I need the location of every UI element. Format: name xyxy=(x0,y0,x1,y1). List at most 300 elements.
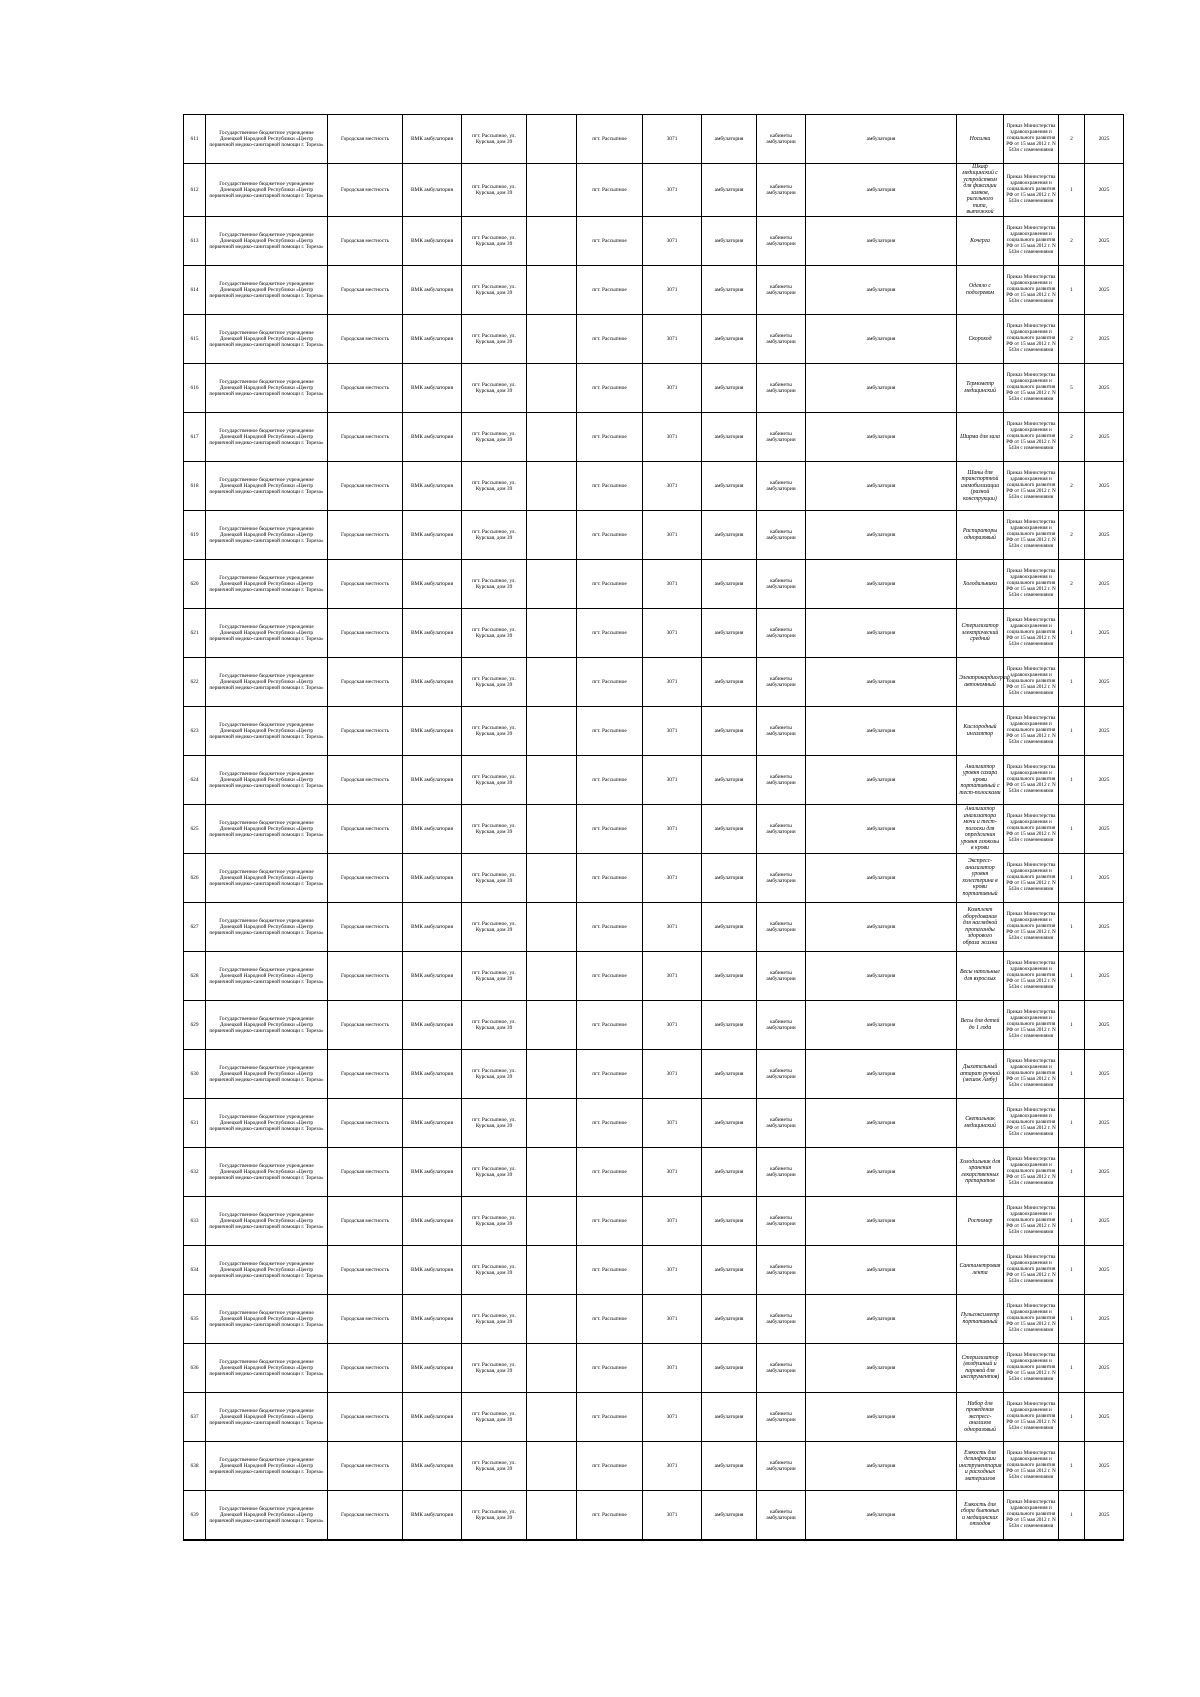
unit: амбулатория xyxy=(702,1000,757,1049)
blank-cell xyxy=(527,1147,577,1196)
institution-name: Государственное бюджетное учреждение Донецкой Народной Республики «Центр первичной медико-санитарной помощи г. Тореза» xyxy=(206,559,328,608)
year: 2025 xyxy=(1085,951,1124,1000)
table-row xyxy=(184,314,1124,363)
settlement: пгт. Рассыпное xyxy=(577,1343,643,1392)
quantity: 1 xyxy=(1059,1098,1085,1147)
facility-type: ВМК амбулатория xyxy=(403,1196,462,1245)
facility-type: ВМК амбулатория xyxy=(403,902,462,951)
blank-cell xyxy=(527,1245,577,1294)
institution-name: Государственное бюджетное учреждение Донецкой Народной Республики «Центр первичной медико-санитарной помощи г. Тореза» xyxy=(206,755,328,804)
department: амбулатория xyxy=(806,412,957,461)
year: 2025 xyxy=(1085,265,1124,314)
table-row xyxy=(184,363,1124,412)
equipment-name: Набор для проведения экспресс-анализов одноразовый xyxy=(957,1392,1004,1441)
legal-basis: Приказ Министерства здравоохранения и социального развития РФ от 15 мая 2012 г. N 543н с изменениями xyxy=(1004,265,1059,314)
equipment-name: Стерилизатор электрический средний xyxy=(957,608,1004,657)
facility-type: ВМК амбулатория xyxy=(403,755,462,804)
table-row xyxy=(184,608,1124,657)
legal-basis: Приказ Министерства здравоохранения и социального развития РФ от 15 мая 2012 г. N 543н с изменениями xyxy=(1004,1245,1059,1294)
equipment-name: Распираторы одноразовый xyxy=(957,510,1004,559)
blank-cell xyxy=(527,1196,577,1245)
equipment-name: Весы напольные для взрослых xyxy=(957,951,1004,1000)
table-row xyxy=(184,164,1124,217)
quantity: 1 xyxy=(1059,1147,1085,1196)
equipment-name: Шкаф медицинский с устройством для фиксации замков, ригельного типа, вытяжкой xyxy=(957,164,1004,217)
quantity: 1 xyxy=(1059,1343,1085,1392)
code: 3071 xyxy=(643,216,702,265)
institution-name: Государственное бюджетное учреждение Донецкой Народной Республики «Центр первичной медико-санитарной помощи г. Тореза» xyxy=(206,853,328,902)
unit: амбулатория xyxy=(702,314,757,363)
locality-type: Городская местность xyxy=(328,1392,403,1441)
institution-name: Государственное бюджетное учреждение Донецкой Народной Республики «Центр первичной медико-санитарной помощи г. Тореза» xyxy=(206,1490,328,1540)
address: пгт. Рассыпное, ул. Курская, дом 39 xyxy=(462,755,527,804)
unit: амбулатория xyxy=(702,951,757,1000)
legal-basis: Приказ Министерства здравоохранения и социального развития РФ от 15 мая 2012 г. N 543н с изменениями xyxy=(1004,804,1059,853)
legal-basis: Приказ Министерства здравоохранения и социального развития РФ от 15 мая 2012 г. N 543н с изменениями xyxy=(1004,559,1059,608)
settlement: пгт. Рассыпное xyxy=(577,314,643,363)
institution-name: Государственное бюджетное учреждение Донецкой Народной Республики «Центр первичной медико-санитарной помощи г. Тореза» xyxy=(206,1392,328,1441)
department: амбулатория xyxy=(806,1098,957,1147)
department: амбулатория xyxy=(806,461,957,510)
equipment-name: Емкость для дезинфекции инструментария и расходных материалов xyxy=(957,1441,1004,1490)
facility-type: ВМК амбулатория xyxy=(403,265,462,314)
unit: амбулатория xyxy=(702,559,757,608)
institution-name: Государственное бюджетное учреждение Донецкой Народной Республики «Центр первичной медико-санитарной помощи г. Тореза» xyxy=(206,363,328,412)
locality-type: Городская местность xyxy=(328,804,403,853)
code: 3071 xyxy=(643,951,702,1000)
code: 3071 xyxy=(643,1147,702,1196)
equipment-name: Электрокардиограф автономный xyxy=(957,657,1004,706)
table-row xyxy=(184,1294,1124,1343)
year: 2025 xyxy=(1085,853,1124,902)
quantity: 1 xyxy=(1059,853,1085,902)
code: 3071 xyxy=(643,608,702,657)
legal-basis: Приказ Министерства здравоохранения и социального развития РФ от 15 мая 2012 г. N 543н с изменениями xyxy=(1004,608,1059,657)
year: 2025 xyxy=(1085,164,1124,217)
settlement: пгт. Рассыпное xyxy=(577,951,643,1000)
address: пгт. Рассыпное, ул. Курская, дом 39 xyxy=(462,951,527,1000)
code: 3071 xyxy=(643,902,702,951)
unit: амбулатория xyxy=(702,216,757,265)
institution-name: Государственное бюджетное учреждение Донецкой Народной Республики «Центр первичной медико-санитарной помощи г. Тореза» xyxy=(206,951,328,1000)
year: 2025 xyxy=(1085,1147,1124,1196)
row-number: 636 xyxy=(184,1343,206,1392)
address: пгт. Рассыпное, ул. Курская, дом 39 xyxy=(462,314,527,363)
code: 3071 xyxy=(643,510,702,559)
institution-name: Государственное бюджетное учреждение Донецкой Народной Республики «Центр первичной медико-санитарной помощи г. Тореза» xyxy=(206,510,328,559)
unit: амбулатория xyxy=(702,608,757,657)
institution-name: Государственное бюджетное учреждение Донецкой Народной Республики «Центр первичной медико-санитарной помощи г. Тореза» xyxy=(206,115,328,164)
legal-basis: Приказ Министерства здравоохранения и социального развития РФ от 15 мая 2012 г. N 543н с изменениями xyxy=(1004,1343,1059,1392)
room: кабинеты амбулатории xyxy=(757,1294,806,1343)
legal-basis: Приказ Министерства здравоохранения и социального развития РФ от 15 мая 2012 г. N 543н с изменениями xyxy=(1004,951,1059,1000)
address: пгт. Рассыпное, ул. Курская, дом 39 xyxy=(462,1098,527,1147)
row-number: 639 xyxy=(184,1490,206,1540)
table-row xyxy=(184,1441,1124,1490)
institution-name: Государственное бюджетное учреждение Донецкой Народной Республики «Центр первичной медико-санитарной помощи г. Тореза» xyxy=(206,412,328,461)
row-number: 615 xyxy=(184,314,206,363)
blank-cell xyxy=(527,115,577,164)
unit: амбулатория xyxy=(702,164,757,217)
blank-cell xyxy=(527,1098,577,1147)
code: 3071 xyxy=(643,1196,702,1245)
institution-name: Государственное бюджетное учреждение Донецкой Народной Республики «Центр первичной медико-санитарной помощи г. Тореза» xyxy=(206,902,328,951)
facility-type: ВМК амбулатория xyxy=(403,412,462,461)
facility-type: ВМК амбулатория xyxy=(403,559,462,608)
institution-name: Государственное бюджетное учреждение Донецкой Народной Республики «Центр первичной медико-санитарной помощи г. Тореза» xyxy=(206,265,328,314)
department: амбулатория xyxy=(806,1490,957,1540)
locality-type: Городская местность xyxy=(328,608,403,657)
year: 2025 xyxy=(1085,902,1124,951)
row-number: 625 xyxy=(184,804,206,853)
department: амбулатория xyxy=(806,902,957,951)
blank-cell xyxy=(527,559,577,608)
quantity: 1 xyxy=(1059,1294,1085,1343)
table-row xyxy=(184,1000,1124,1049)
locality-type: Городская местность xyxy=(328,1196,403,1245)
blank-cell xyxy=(527,706,577,755)
locality-type: Городская местность xyxy=(328,1049,403,1098)
row-number: 617 xyxy=(184,412,206,461)
facility-type: ВМК амбулатория xyxy=(403,1000,462,1049)
table-row xyxy=(184,510,1124,559)
unit: амбулатория xyxy=(702,853,757,902)
settlement: пгт. Рассыпное xyxy=(577,265,643,314)
row-number: 631 xyxy=(184,1098,206,1147)
quantity: 1 xyxy=(1059,265,1085,314)
code: 3071 xyxy=(643,1490,702,1540)
facility-type: ВМК амбулатория xyxy=(403,461,462,510)
facility-type: ВМК амбулатория xyxy=(403,510,462,559)
quantity: 1 xyxy=(1059,164,1085,217)
equipment-name: Пульсоксиметр портативный xyxy=(957,1294,1004,1343)
equipment-name: Холодильники xyxy=(957,559,1004,608)
room: кабинеты амбулатории xyxy=(757,608,806,657)
row-number: 614 xyxy=(184,265,206,314)
locality-type: Городская местность xyxy=(328,1147,403,1196)
address: пгт. Рассыпное, ул. Курская, дом 39 xyxy=(462,657,527,706)
facility-type: ВМК амбулатория xyxy=(403,216,462,265)
settlement: пгт. Рассыпное xyxy=(577,1490,643,1540)
address: пгт. Рассыпное, ул. Курская, дом 39 xyxy=(462,1343,527,1392)
equipment-name: Экспресс-анализатор уровня холестерина в крови портативный xyxy=(957,853,1004,902)
locality-type: Городская местность xyxy=(328,314,403,363)
legal-basis: Приказ Министерства здравоохранения и социального развития РФ от 15 мая 2012 г. N 543н с изменениями xyxy=(1004,412,1059,461)
settlement: пгт. Рассыпное xyxy=(577,706,643,755)
locality-type: Городская местность xyxy=(328,510,403,559)
facility-type: ВМК амбулатория xyxy=(403,1245,462,1294)
institution-name: Государственное бюджетное учреждение Донецкой Народной Республики «Центр первичной медико-санитарной помощи г. Тореза» xyxy=(206,706,328,755)
quantity: 2 xyxy=(1059,216,1085,265)
address: пгт. Рассыпное, ул. Курская, дом 39 xyxy=(462,164,527,217)
settlement: пгт. Рассыпное xyxy=(577,559,643,608)
department: амбулатория xyxy=(806,510,957,559)
blank-cell xyxy=(527,216,577,265)
institution-name: Государственное бюджетное учреждение Донецкой Народной Республики «Центр первичной медико-санитарной помощи г. Тореза» xyxy=(206,461,328,510)
address: пгт. Рассыпное, ул. Курская, дом 39 xyxy=(462,608,527,657)
settlement: пгт. Рассыпное xyxy=(577,1245,643,1294)
unit: амбулатория xyxy=(702,755,757,804)
year: 2025 xyxy=(1085,314,1124,363)
row-number: 628 xyxy=(184,951,206,1000)
settlement: пгт. Рассыпное xyxy=(577,412,643,461)
room: кабинеты амбулатории xyxy=(757,216,806,265)
equipment-name: Скороход xyxy=(957,314,1004,363)
year: 2025 xyxy=(1085,1098,1124,1147)
settlement: пгт. Рассыпное xyxy=(577,1441,643,1490)
row-number: 613 xyxy=(184,216,206,265)
row-number: 621 xyxy=(184,608,206,657)
department: амбулатория xyxy=(806,363,957,412)
year: 2025 xyxy=(1085,1196,1124,1245)
blank-cell xyxy=(527,804,577,853)
equipment-name: Кислородный ингалятор xyxy=(957,706,1004,755)
code: 3071 xyxy=(643,1392,702,1441)
year: 2025 xyxy=(1085,1000,1124,1049)
unit: амбулатория xyxy=(702,115,757,164)
code: 3071 xyxy=(643,314,702,363)
institution-name: Государственное бюджетное учреждение Донецкой Народной Республики «Центр первичной медико-санитарной помощи г. Тореза» xyxy=(206,314,328,363)
document-sheet xyxy=(183,114,1123,1541)
facility-type: ВМК амбулатория xyxy=(403,115,462,164)
facility-type: ВМК амбулатория xyxy=(403,1147,462,1196)
code: 3071 xyxy=(643,115,702,164)
department: амбулатория xyxy=(806,559,957,608)
quantity: 2 xyxy=(1059,461,1085,510)
blank-cell xyxy=(527,1000,577,1049)
unit: амбулатория xyxy=(702,804,757,853)
quantity: 5 xyxy=(1059,363,1085,412)
unit: амбулатория xyxy=(702,1294,757,1343)
facility-type: ВМК амбулатория xyxy=(403,951,462,1000)
blank-cell xyxy=(527,1441,577,1490)
address: пгт. Рассыпное, ул. Курская, дом 39 xyxy=(462,706,527,755)
locality-type: Городская местность xyxy=(328,1441,403,1490)
settlement: пгт. Рассыпное xyxy=(577,608,643,657)
blank-cell xyxy=(527,164,577,217)
institution-name: Государственное бюджетное учреждение Донецкой Народной Республики «Центр первичной медико-санитарной помощи г. Тореза» xyxy=(206,1441,328,1490)
address: пгт. Рассыпное, ул. Курская, дом 39 xyxy=(462,804,527,853)
blank-cell xyxy=(527,461,577,510)
year: 2025 xyxy=(1085,1343,1124,1392)
year: 2025 xyxy=(1085,510,1124,559)
room: кабинеты амбулатории xyxy=(757,902,806,951)
settlement: пгт. Рассыпное xyxy=(577,1196,643,1245)
equipment-name: Сантиметровая лента xyxy=(957,1245,1004,1294)
table-row xyxy=(184,706,1124,755)
code: 3071 xyxy=(643,804,702,853)
facility-type: ВМК амбулатория xyxy=(403,1490,462,1540)
quantity: 2 xyxy=(1059,510,1085,559)
department: амбулатория xyxy=(806,951,957,1000)
unit: амбулатория xyxy=(702,1343,757,1392)
department: амбулатория xyxy=(806,164,957,217)
row-number: 633 xyxy=(184,1196,206,1245)
locality-type: Городская местность xyxy=(328,1343,403,1392)
address: пгт. Рассыпное, ул. Курская, дом 39 xyxy=(462,1000,527,1049)
institution-name: Государственное бюджетное учреждение Донецкой Народной Республики «Центр первичной медико-санитарной помощи г. Тореза» xyxy=(206,1196,328,1245)
blank-cell xyxy=(527,755,577,804)
legal-basis: Приказ Министерства здравоохранения и социального развития РФ от 15 мая 2012 г. N 543н с изменениями xyxy=(1004,314,1059,363)
address: пгт. Рассыпное, ул. Курская, дом 39 xyxy=(462,216,527,265)
room: кабинеты амбулатории xyxy=(757,706,806,755)
locality-type: Городская местность xyxy=(328,412,403,461)
room: кабинеты амбулатории xyxy=(757,1098,806,1147)
locality-type: Городская местность xyxy=(328,559,403,608)
locality-type: Городская местность xyxy=(328,1294,403,1343)
address: пгт. Рассыпное, ул. Курская, дом 39 xyxy=(462,1490,527,1540)
legal-basis: Приказ Министерства здравоохранения и социального развития РФ от 15 мая 2012 г. N 543н с изменениями xyxy=(1004,216,1059,265)
code: 3071 xyxy=(643,1000,702,1049)
room: кабинеты амбулатории xyxy=(757,1490,806,1540)
row-number: 630 xyxy=(184,1049,206,1098)
locality-type: Городская местность xyxy=(328,115,403,164)
department: амбулатория xyxy=(806,706,957,755)
facility-type: ВМК амбулатория xyxy=(403,314,462,363)
department: амбулатория xyxy=(806,608,957,657)
facility-type: ВМК амбулатория xyxy=(403,657,462,706)
table-row xyxy=(184,1343,1124,1392)
address: пгт. Рассыпное, ул. Курская, дом 39 xyxy=(462,1294,527,1343)
quantity: 2 xyxy=(1059,115,1085,164)
room: кабинеты амбулатории xyxy=(757,412,806,461)
unit: амбулатория xyxy=(702,412,757,461)
code: 3071 xyxy=(643,412,702,461)
address: пгт. Рассыпное, ул. Курская, дом 39 xyxy=(462,461,527,510)
address: пгт. Рассыпное, ул. Курская, дом 39 xyxy=(462,115,527,164)
year: 2025 xyxy=(1085,608,1124,657)
legal-basis: Приказ Министерства здравоохранения и социального развития РФ от 15 мая 2012 г. N 543н с изменениями xyxy=(1004,1049,1059,1098)
room: кабинеты амбулатории xyxy=(757,853,806,902)
legal-basis: Приказ Министерства здравоохранения и социального развития РФ от 15 мая 2012 г. N 543н с изменениями xyxy=(1004,1147,1059,1196)
settlement: пгт. Рассыпное xyxy=(577,1098,643,1147)
institution-name: Государственное бюджетное учреждение Донецкой Народной Республики «Центр первичной медико-санитарной помощи г. Тореза» xyxy=(206,216,328,265)
legal-basis: Приказ Министерства здравоохранения и социального развития РФ от 15 мая 2012 г. N 543н с изменениями xyxy=(1004,755,1059,804)
legal-basis: Приказ Министерства здравоохранения и социального развития РФ от 15 мая 2012 г. N 543н с изменениями xyxy=(1004,1000,1059,1049)
locality-type: Городская местность xyxy=(328,461,403,510)
equipment-name: Одеяло с подогревом xyxy=(957,265,1004,314)
blank-cell xyxy=(527,951,577,1000)
blank-cell xyxy=(527,1049,577,1098)
settlement: пгт. Рассыпное xyxy=(577,853,643,902)
quantity: 1 xyxy=(1059,1392,1085,1441)
table-row xyxy=(184,1392,1124,1441)
quantity: 2 xyxy=(1059,412,1085,461)
unit: амбулатория xyxy=(702,706,757,755)
row-number: 629 xyxy=(184,1000,206,1049)
unit: амбулатория xyxy=(702,1098,757,1147)
table-row xyxy=(184,1490,1124,1540)
code: 3071 xyxy=(643,706,702,755)
quantity: 1 xyxy=(1059,1441,1085,1490)
year: 2025 xyxy=(1085,1490,1124,1540)
room: кабинеты амбулатории xyxy=(757,1049,806,1098)
room: кабинеты амбулатории xyxy=(757,115,806,164)
equipment-name: Анализатор уровня сахара крови портативный с тест-полосками xyxy=(957,755,1004,804)
blank-cell xyxy=(527,902,577,951)
settlement: пгт. Рассыпное xyxy=(577,1294,643,1343)
department: амбулатория xyxy=(806,755,957,804)
code: 3071 xyxy=(643,559,702,608)
quantity: 1 xyxy=(1059,1490,1085,1540)
settlement: пгт. Рассыпное xyxy=(577,1000,643,1049)
facility-type: ВМК амбулатория xyxy=(403,1343,462,1392)
room: кабинеты амбулатории xyxy=(757,363,806,412)
room: кабинеты амбулатории xyxy=(757,1245,806,1294)
department: амбулатория xyxy=(806,1000,957,1049)
year: 2025 xyxy=(1085,1294,1124,1343)
row-number: 626 xyxy=(184,853,206,902)
code: 3071 xyxy=(643,657,702,706)
quantity: 1 xyxy=(1059,951,1085,1000)
room: кабинеты амбулатории xyxy=(757,314,806,363)
legal-basis: Приказ Министерства здравоохранения и социального развития РФ от 15 мая 2012 г. N 543н с изменениями xyxy=(1004,1196,1059,1245)
unit: амбулатория xyxy=(702,902,757,951)
row-number: 627 xyxy=(184,902,206,951)
year: 2025 xyxy=(1085,657,1124,706)
institution-name: Государственное бюджетное учреждение Донецкой Народной Республики «Центр первичной медико-санитарной помощи г. Тореза» xyxy=(206,1245,328,1294)
legal-basis: Приказ Министерства здравоохранения и социального развития РФ от 15 мая 2012 г. N 543н с изменениями xyxy=(1004,1441,1059,1490)
row-number: 637 xyxy=(184,1392,206,1441)
room: кабинеты амбулатории xyxy=(757,1147,806,1196)
department: амбулатория xyxy=(806,265,957,314)
facility-type: ВМК амбулатория xyxy=(403,1098,462,1147)
room: кабинеты амбулатории xyxy=(757,951,806,1000)
table-row xyxy=(184,902,1124,951)
equipment-name: Емкость для сбора бытовых и медицинских отходов xyxy=(957,1490,1004,1540)
address: пгт. Рассыпное, ул. Курская, дом 39 xyxy=(462,1049,527,1098)
legal-basis: Приказ Министерства здравоохранения и социального развития РФ от 15 мая 2012 г. N 543н с изменениями xyxy=(1004,510,1059,559)
blank-cell xyxy=(527,1294,577,1343)
equipment-table xyxy=(183,114,1124,1541)
row-number: 622 xyxy=(184,657,206,706)
facility-type: ВМК амбулатория xyxy=(403,363,462,412)
settlement: пгт. Рассыпное xyxy=(577,216,643,265)
legal-basis: Приказ Министерства здравоохранения и социального развития РФ от 15 мая 2012 г. N 543н с изменениями xyxy=(1004,902,1059,951)
unit: амбулатория xyxy=(702,1049,757,1098)
settlement: пгт. Рассыпное xyxy=(577,1147,643,1196)
row-number: 634 xyxy=(184,1245,206,1294)
department: амбулатория xyxy=(806,853,957,902)
locality-type: Городская местность xyxy=(328,755,403,804)
code: 3071 xyxy=(643,363,702,412)
unit: амбулатория xyxy=(702,1490,757,1540)
department: амбулатория xyxy=(806,115,957,164)
department: амбулатория xyxy=(806,1196,957,1245)
unit: амбулатория xyxy=(702,1392,757,1441)
blank-cell xyxy=(527,1343,577,1392)
quantity: 1 xyxy=(1059,1000,1085,1049)
row-number: 624 xyxy=(184,755,206,804)
legal-basis: Приказ Министерства здравоохранения и социального развития РФ от 15 мая 2012 г. N 543н с изменениями xyxy=(1004,115,1059,164)
equipment-name: Шины для транспортной иммобилизации (разной конструкции) xyxy=(957,461,1004,510)
facility-type: ВМК амбулатория xyxy=(403,853,462,902)
settlement: пгт. Рассыпное xyxy=(577,115,643,164)
code: 3071 xyxy=(643,1441,702,1490)
department: амбулатория xyxy=(806,1049,957,1098)
quantity: 1 xyxy=(1059,1196,1085,1245)
equipment-name: Ростомер xyxy=(957,1196,1004,1245)
room: кабинеты амбулатории xyxy=(757,461,806,510)
facility-type: ВМК амбулатория xyxy=(403,1441,462,1490)
institution-name: Государственное бюджетное учреждение Донецкой Народной Республики «Центр первичной медико-санитарной помощи г. Тореза» xyxy=(206,1000,328,1049)
code: 3071 xyxy=(643,461,702,510)
department: амбулатория xyxy=(806,1147,957,1196)
table-row xyxy=(184,657,1124,706)
room: кабинеты амбулатории xyxy=(757,164,806,217)
room: кабинеты амбулатории xyxy=(757,755,806,804)
address: пгт. Рассыпное, ул. Курская, дом 39 xyxy=(462,363,527,412)
